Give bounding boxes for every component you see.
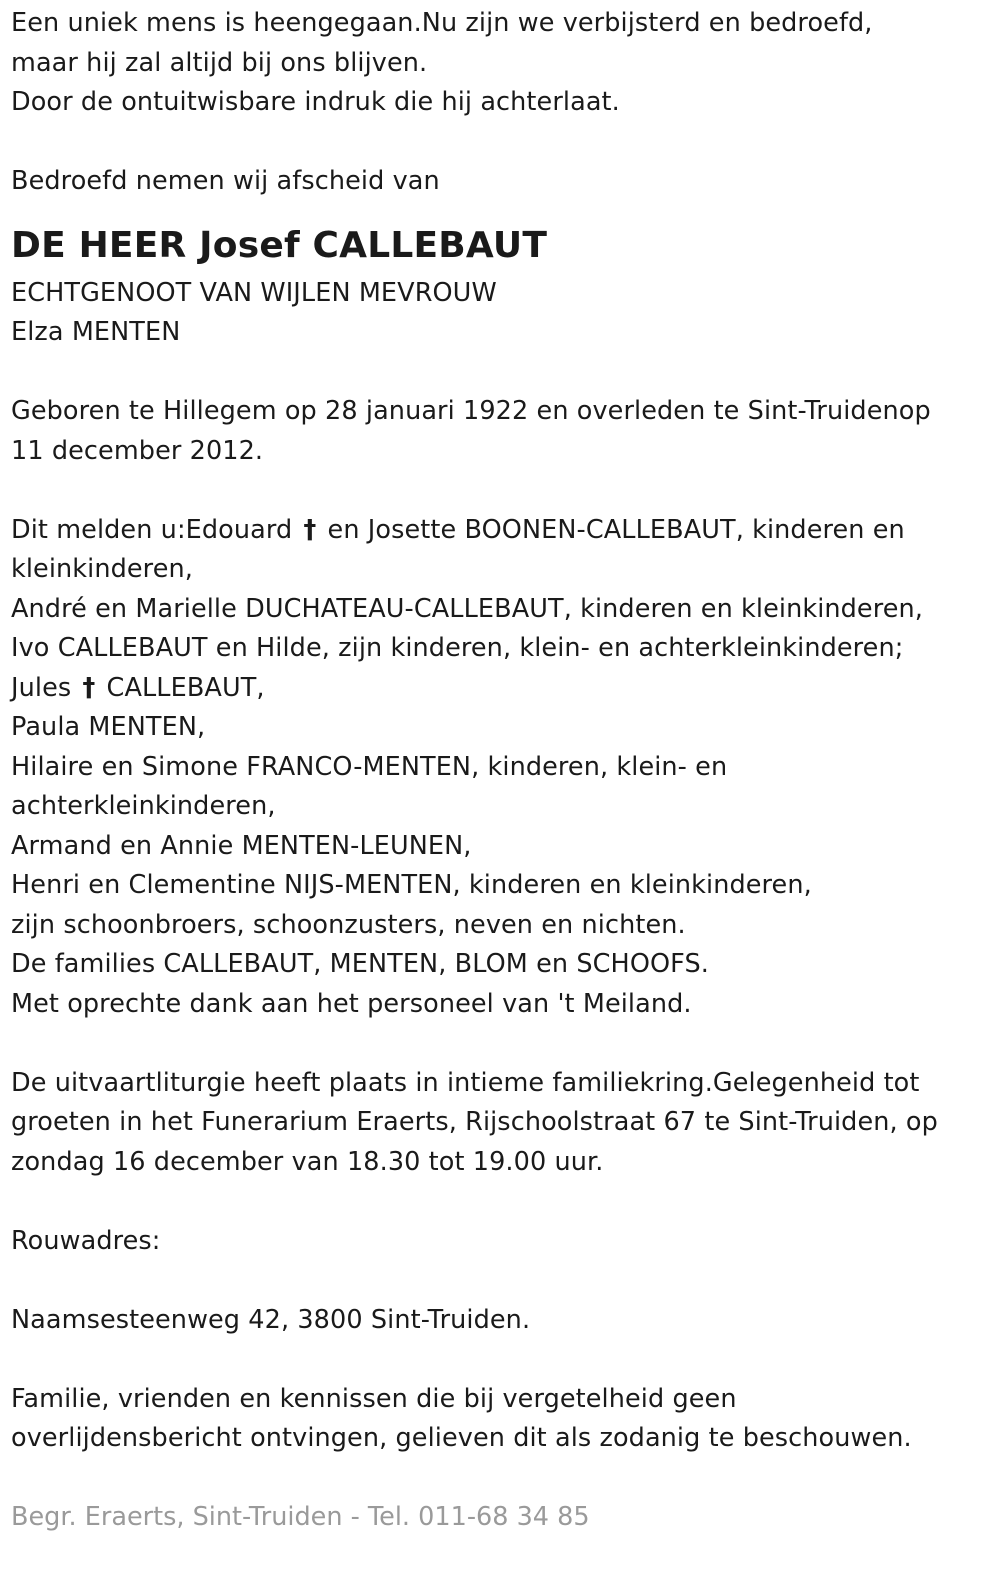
intro-text: [11, 4, 990, 123]
family-line-part: Dit melden u:Edouard: [11, 514, 293, 545]
closing-line: overlijdensbericht ontvingen, gelieven dit als zodanig te beschouwen.: [11, 1423, 912, 1453]
family-line: kleinkinderen,: [11, 554, 193, 584]
funeral-line: De uitvaartliturgie heeft plaats in intieme familiekring.Gelegenheid tot: [11, 1067, 920, 1098]
funeral-line: groeten in het Funerarium Eraerts, Rijschoolstraat 67 te Sint-Truiden, op: [11, 1107, 938, 1137]
birth-death-text: [11, 392, 990, 471]
family-line: [11, 511, 990, 551]
intro-line: Door de ontuitwisbare indruk die hij achterlaat.: [11, 87, 620, 117]
birth-death-line: 11 december 2012.: [11, 435, 264, 466]
family-line: André en Marielle DUCHATEAU-CALLEBAUT, kinderen en kleinkinderen,: [11, 593, 923, 624]
announcement-text: Bedroefd nemen wij afscheid van: [11, 166, 440, 196]
deceased-name: DE HEER Josef CALLEBAUT: [11, 224, 548, 266]
intro-line: Een uniek mens is heengegaan.Nu zijn we verbijsterd en bedroefd,: [11, 8, 873, 38]
family-line-part: CALLEBAUT,: [106, 672, 265, 703]
family-line: Armand en Annie MENTEN-LEUNEN,: [11, 830, 472, 861]
family-line: [11, 669, 990, 709]
family-line: Henri en Clementine NIJS-MENTEN, kinderen en kleinkinderen,: [11, 870, 812, 900]
cross-icon: †: [303, 514, 317, 545]
family-line: Met oprechte dank aan het personeel van 't Meiland.: [11, 988, 692, 1019]
funeral-info: [11, 1064, 990, 1183]
family-line: Hilaire en Simone FRANCO-MENTEN, kinderen, klein- en: [11, 751, 728, 782]
family-line: zijn schoonbroers, schoonzusters, neven en nichten.: [11, 909, 686, 940]
spouse-line: ECHTGENOOT VAN WIJLEN MEVROUW: [11, 277, 497, 308]
mourning-address-label: Rouwadres:: [11, 1225, 161, 1256]
funeral-line: zondag 16 december van 18.30 tot 19.00 uur.: [11, 1146, 604, 1177]
family-line-part: Jules: [11, 672, 72, 703]
cross-icon: †: [82, 672, 96, 703]
intro-line: maar hij zal altijd bij ons blijven.: [11, 47, 428, 78]
mourning-address: Naamsesteenweg 42, 3800 Sint-Truiden.: [11, 1304, 531, 1335]
family-line: Ivo CALLEBAUT en Hilde, zijn kinderen, klein- en achterkleinkinderen;: [11, 633, 904, 663]
family-line-part: en Josette BOONEN-CALLEBAUT, kinderen en: [327, 514, 905, 545]
closing-text: [11, 1380, 990, 1459]
spouse-name: Elza MENTEN: [11, 317, 181, 347]
family-line: De families CALLEBAUT, MENTEN, BLOM en SCHOOFS.: [11, 949, 709, 979]
birth-death-line: Geboren te Hillegem op 28 januari 1922 en overleden te Sint-Truidenop: [11, 396, 931, 426]
family-list: [11, 511, 990, 1025]
closing-line: Familie, vrienden en kennissen die bij vergetelheid geen: [11, 1383, 737, 1414]
family-line: achterkleinkinderen,: [11, 791, 276, 821]
family-line: Paula MENTEN,: [11, 712, 206, 742]
funeral-home-footer: Begr. Eraerts, Sint-Truiden - Tel. 011-68 34 85: [11, 1502, 590, 1532]
